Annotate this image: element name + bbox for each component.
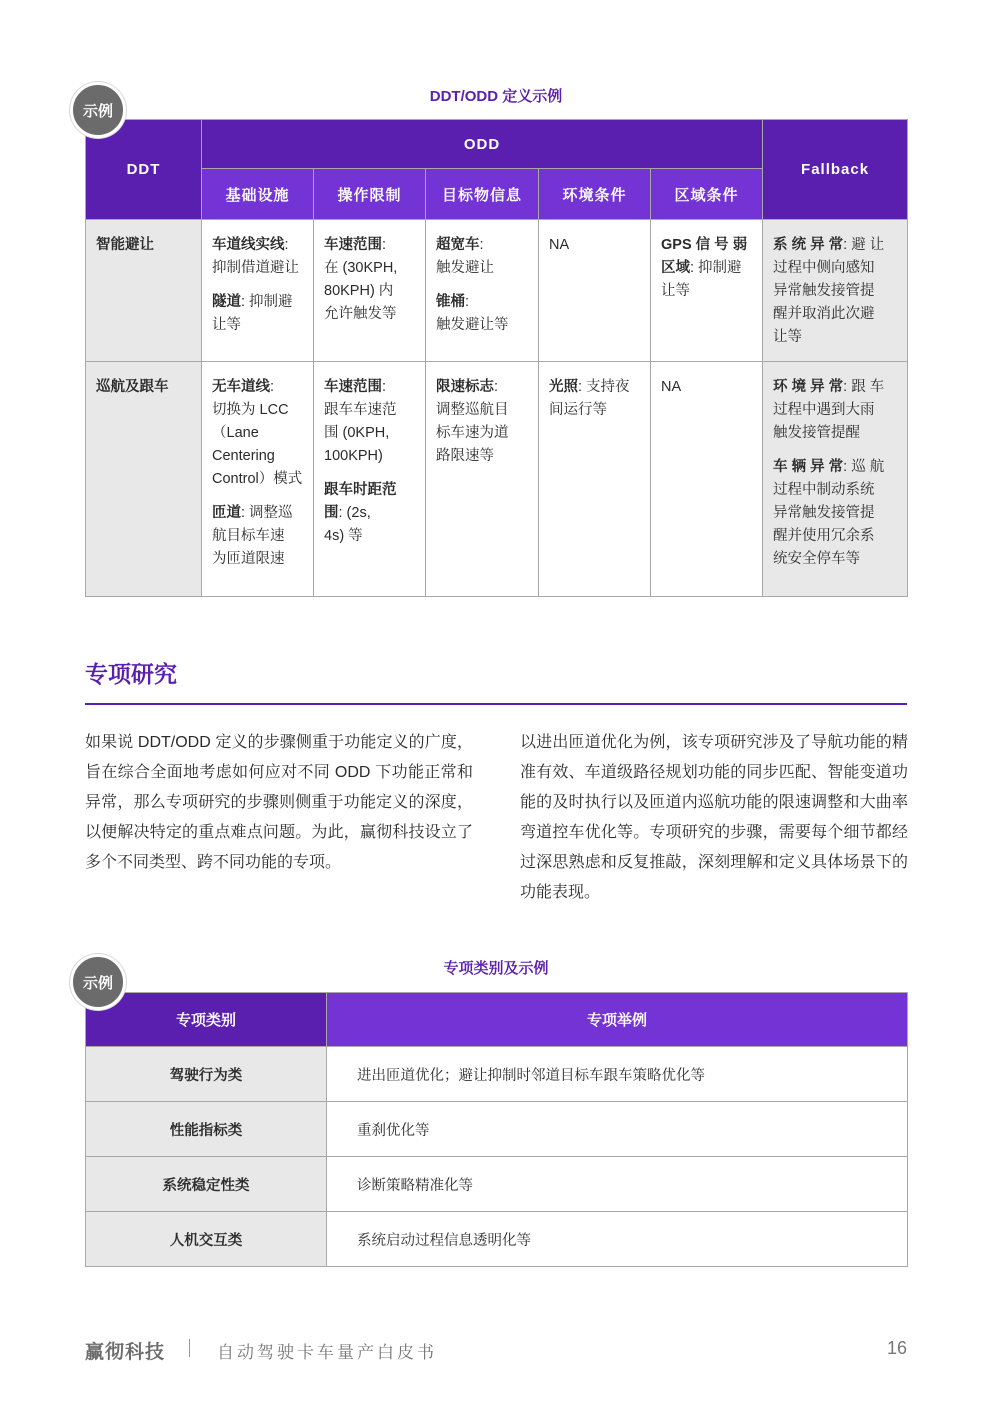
header-odd-env: 环境条件 bbox=[539, 169, 651, 220]
brand-logo: 赢彻科技 bbox=[85, 1342, 166, 1363]
cell-line-bold: 超宽车 bbox=[436, 237, 480, 253]
example-cell: 进出匝道优化；避让抑制时邻道目标车跟车策略优化等 bbox=[327, 1047, 908, 1102]
cell-line-text: 抑制借道避让 bbox=[212, 260, 299, 276]
cell-line-text: : bbox=[284, 237, 289, 253]
cell-line bbox=[436, 234, 528, 257]
cell-line-text: 让等 bbox=[661, 283, 690, 299]
header-odd-target: 目标物信息 bbox=[426, 169, 539, 220]
cell-ops bbox=[314, 220, 426, 362]
category-cell: 性能指标类 bbox=[86, 1102, 327, 1157]
line-gap bbox=[212, 491, 303, 502]
cell-line-text: : bbox=[479, 237, 484, 253]
cell-line bbox=[436, 257, 528, 280]
cell-line-bold: 环 境 异 常 bbox=[773, 379, 844, 395]
cell-line bbox=[661, 257, 752, 280]
header-odd-ops: 操作限制 bbox=[314, 169, 426, 220]
cell-line-text: Control）模式 bbox=[212, 471, 303, 487]
ddt-table-title: DDT/ODD 定义示例 bbox=[429, 88, 563, 105]
cell-line bbox=[212, 502, 303, 525]
cell-line-text: 航目标车速 bbox=[212, 528, 285, 544]
cell-line-text: : 巡 航 bbox=[843, 459, 885, 475]
cell-line bbox=[773, 525, 897, 548]
cell-line-bold: 跟车时距范 bbox=[324, 482, 397, 498]
cell-target bbox=[426, 362, 539, 597]
cell-line-bold: 车速范围 bbox=[324, 237, 382, 253]
spec-table bbox=[85, 992, 908, 1267]
example-cell: 诊断策略精准化等 bbox=[327, 1157, 908, 1212]
cell-line-text: 醒并取消此次避 bbox=[773, 306, 875, 322]
cell-line bbox=[324, 257, 415, 280]
cell-line bbox=[773, 280, 897, 303]
cell-line-bold: 无车道线 bbox=[212, 379, 270, 395]
ddt-odd-table bbox=[85, 119, 908, 597]
cell-line-text: 路限速等 bbox=[436, 448, 494, 464]
cell-line bbox=[212, 376, 303, 399]
cell-ops bbox=[314, 362, 426, 597]
cell-line bbox=[549, 399, 640, 422]
cell-line bbox=[212, 525, 303, 548]
cell-line-text: : 抑制避 bbox=[690, 260, 742, 276]
cell-line-text: 醒并使用冗余系 bbox=[773, 528, 875, 544]
category-cell: 驾驶行为类 bbox=[86, 1047, 327, 1102]
cell-line bbox=[773, 234, 897, 257]
cell-line-text: NA bbox=[549, 237, 570, 253]
section-divider bbox=[85, 703, 907, 705]
cell-line-bold: GPS 信 号 弱 bbox=[661, 237, 748, 253]
cell-line bbox=[212, 291, 303, 314]
right-paragraph: 以进出匝道优化为例，该专项研究涉及了导航功能的精准有效、车道级路径规划功能的同步匹配、智能变道功能的及时执行以及匝道内巡航功能的限速调整和大曲率弯道控车优化等。专项研究的步骤，需要每个细节都经过深思熟虑和反复推敲，深刻理解和定义具体场景下的功能表现。 bbox=[520, 734, 908, 901]
category-cell: 系统稳定性类 bbox=[86, 1157, 327, 1212]
cell-env bbox=[539, 362, 651, 597]
cell-line-bold: 锥桶 bbox=[436, 294, 465, 310]
cell-line bbox=[773, 548, 897, 571]
cell-line-text: : bbox=[382, 379, 387, 395]
cell-line-text: : 跟 车 bbox=[843, 379, 885, 395]
cell-line-text: 触发接管提醒 bbox=[773, 425, 861, 441]
table-row bbox=[86, 1157, 908, 1212]
cell-line bbox=[324, 280, 415, 303]
cell-target bbox=[426, 220, 539, 362]
cell-line bbox=[212, 234, 303, 257]
line-gap bbox=[212, 280, 303, 291]
cell-line bbox=[324, 502, 415, 525]
cell-line-bold: 车速范围 bbox=[324, 379, 382, 395]
cell-line bbox=[212, 314, 303, 337]
cell-line bbox=[212, 548, 303, 571]
cell-line bbox=[212, 257, 303, 280]
cell-line bbox=[773, 326, 897, 349]
cell-line bbox=[324, 525, 415, 548]
header-ddt: DDT bbox=[86, 120, 202, 220]
cell-line bbox=[549, 234, 640, 257]
cell-line-text: 让等 bbox=[773, 329, 803, 345]
cell-line bbox=[212, 445, 303, 468]
cell-line-text: : 抑制避 bbox=[241, 294, 293, 310]
cell-line-bold: 围 bbox=[324, 505, 339, 521]
cell-line-bold: 匝道 bbox=[212, 505, 241, 521]
section-title: 专项研究 bbox=[85, 661, 177, 687]
spec-table-title: 专项类别及示例 bbox=[443, 960, 549, 977]
line-gap bbox=[324, 468, 415, 479]
cell-line bbox=[324, 376, 415, 399]
cell-line-text: : 避 让 bbox=[843, 237, 885, 253]
cell-line-text: 间运行等 bbox=[549, 402, 607, 418]
page-number: 16 bbox=[886, 1338, 907, 1358]
cell-line-text: : bbox=[494, 379, 499, 395]
cell-region bbox=[651, 362, 763, 597]
cell-infra bbox=[202, 220, 314, 362]
cell-line-text: 触发避让等 bbox=[436, 317, 509, 333]
cell-line-text: 围 (0KPH, bbox=[324, 425, 390, 441]
cell-line bbox=[773, 303, 897, 326]
cell-line bbox=[436, 376, 528, 399]
example-badge bbox=[70, 82, 126, 138]
cell-line bbox=[773, 376, 897, 399]
cell-line bbox=[436, 314, 528, 337]
cell-line bbox=[773, 257, 897, 280]
cell-line bbox=[549, 376, 640, 399]
example-cell: 系统启动过程信息透明化等 bbox=[327, 1212, 908, 1267]
category-cell: 人机交互类 bbox=[86, 1212, 327, 1267]
cell-line-text: 允许触发等 bbox=[324, 306, 397, 322]
cell-line-text: 过程中侧向感知 bbox=[773, 260, 875, 276]
cell-line-text: 100KPH) bbox=[324, 448, 383, 464]
cell-line-bold: 区域 bbox=[661, 260, 690, 276]
cell-line bbox=[661, 234, 752, 257]
cell-env bbox=[539, 220, 651, 362]
cell-line bbox=[324, 234, 415, 257]
cell-line-text: 为匝道限速 bbox=[212, 551, 285, 567]
cell-line-text: : 调整巡 bbox=[241, 505, 293, 521]
cell-line-text: 切换为 LCC bbox=[212, 402, 289, 418]
table-row bbox=[86, 1047, 908, 1102]
cell-line-text: 让等 bbox=[212, 317, 241, 333]
cell-region bbox=[651, 220, 763, 362]
header-category: 专项类别 bbox=[86, 993, 327, 1047]
cell-line-text: 过程中制动系统 bbox=[773, 482, 875, 498]
line-gap bbox=[436, 280, 528, 291]
cell-line bbox=[773, 479, 897, 502]
row-name: 智能避让 bbox=[86, 220, 202, 362]
cell-line bbox=[436, 445, 528, 468]
cell-line-text: 异常触发接管提 bbox=[773, 283, 875, 299]
cell-line-text: 标车速为道 bbox=[436, 425, 509, 441]
cell-line bbox=[324, 422, 415, 445]
cell-line bbox=[324, 479, 415, 502]
cell-line-text: 异常触发接管提 bbox=[773, 505, 875, 521]
cell-line-text: （Lane bbox=[212, 425, 259, 441]
cell-line bbox=[324, 303, 415, 326]
cell-line bbox=[436, 291, 528, 314]
footer-separator bbox=[189, 1339, 190, 1357]
cell-line bbox=[773, 456, 897, 479]
cell-line-text: : (2s, bbox=[338, 505, 371, 521]
cell-line-text: 过程中遇到大雨 bbox=[773, 402, 875, 418]
cell-line-text: 4s) 等 bbox=[324, 528, 363, 544]
example-badge-label: 示例 bbox=[82, 102, 113, 120]
cell-line bbox=[212, 399, 303, 422]
line-gap bbox=[773, 445, 897, 456]
example-badge-label: 示例 bbox=[82, 974, 113, 992]
cell-line-text: NA bbox=[661, 379, 682, 395]
table-row bbox=[86, 1102, 908, 1157]
cell-line bbox=[436, 399, 528, 422]
cell-line-text: : bbox=[270, 379, 275, 395]
cell-fallback bbox=[763, 362, 908, 597]
cell-line bbox=[436, 422, 528, 445]
cell-line bbox=[324, 445, 415, 468]
cell-line-bold: 限速标志 bbox=[436, 379, 494, 395]
cell-line-text: 80KPH) 内 bbox=[324, 283, 394, 299]
table-row bbox=[86, 220, 908, 362]
cell-line bbox=[324, 399, 415, 422]
cell-line bbox=[212, 468, 303, 491]
cell-line-text: : bbox=[382, 237, 387, 253]
cell-line bbox=[212, 422, 303, 445]
cell-line-bold: 系 统 异 常 bbox=[773, 237, 844, 253]
cell-line bbox=[773, 422, 897, 445]
cell-fallback bbox=[763, 220, 908, 362]
example-badge bbox=[70, 954, 126, 1010]
cell-line-text: 跟车车速范 bbox=[324, 402, 397, 418]
header-odd-region: 区域条件 bbox=[651, 169, 763, 220]
example-cell: 重刹优化等 bbox=[327, 1102, 908, 1157]
row-name: 巡航及跟车 bbox=[86, 362, 202, 597]
cell-line-text: : bbox=[465, 294, 470, 310]
cell-line-text: Centering bbox=[212, 448, 275, 464]
cell-infra bbox=[202, 362, 314, 597]
cell-line-text: : 支持夜 bbox=[578, 379, 630, 395]
cell-line bbox=[773, 399, 897, 422]
cell-line-bold: 光照 bbox=[549, 379, 578, 395]
page-footer bbox=[85, 1337, 907, 1363]
cell-line-text: 触发避让 bbox=[436, 260, 494, 276]
header-example: 专项举例 bbox=[327, 993, 908, 1047]
cell-line-bold: 隧道 bbox=[212, 294, 241, 310]
cell-line bbox=[661, 376, 752, 399]
left-paragraph: 如果说 DDT/ODD 定义的步骤侧重于功能定义的广度，旨在综合全面地考虑如何应对不同 ODD 下功能正常和异常，那么专项研究的步骤则侧重于功能定义的深度，以便解决特定的重点难点问题。为此，赢彻科技设立了多个不同类型、跨不同功能的专项。 bbox=[85, 734, 473, 871]
cell-line-bold: 车道线实线 bbox=[212, 237, 285, 253]
table-row bbox=[86, 362, 908, 597]
book-title: 自动驾驶卡车量产白皮书 bbox=[217, 1343, 437, 1362]
cell-line bbox=[773, 502, 897, 525]
header-odd-infra: 基础设施 bbox=[202, 169, 314, 220]
table-row bbox=[86, 1212, 908, 1267]
header-fallback: Fallback bbox=[763, 120, 908, 220]
cell-line-text: 调整巡航目 bbox=[436, 402, 509, 418]
cell-line-text: 在 (30KPH, bbox=[324, 260, 398, 276]
cell-line bbox=[661, 280, 752, 303]
header-odd: ODD bbox=[202, 120, 763, 169]
cell-line-bold: 车 辆 异 常 bbox=[773, 459, 844, 475]
cell-line-text: 统安全停车等 bbox=[773, 551, 861, 567]
